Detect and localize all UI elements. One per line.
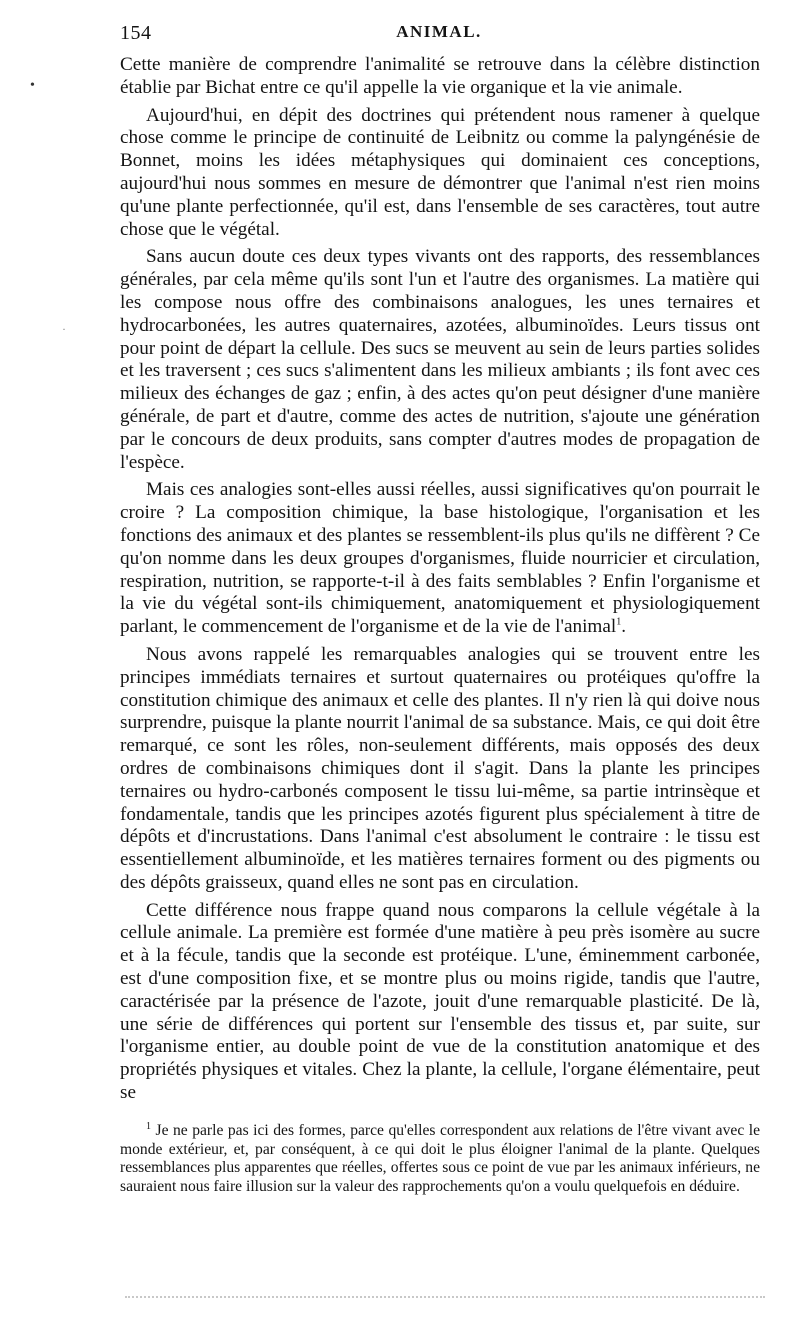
margin-speck-mark: · [62, 322, 66, 336]
paragraph-text: Mais ces analogies sont-elles aussi réelles, aussi significatives qu'on pourrait le croire ? La composition chimique, la base histologique, l'organisation et les fonctions des animaux et des plantes se ressemblent-ils plus qu'ils ne diffèrent ? Ce qu'on nomme dans les deux groupes d'organismes, fluide nourricier et circulation, respiration, nutrition, se rapporte-t-il à des faits semblables ? Enfin l'organisme et la vie du végétal sont-ils chimiquement, anatomiquement et physiologiquement parlant, le commencement de l'organisme et de la vie de l'animal [120, 479, 760, 638]
paragraph: Aujourd'hui, en dépit des doctrines qui prétendent nous ramener à quelque chose comme le principe de continuité de Leibnitz ou comme la palyngénésie de Bonnet, moins les idées métaphysiques qui dominaient ces conceptions, aujourd'hui nous sommes en mesure de démontrer que l'animal n'est rien moins qu'une plante perfectionnée, qu'il est, dans l'ensemble de ses caractères, tout autre chose que le végétal. [120, 104, 760, 240]
page-header [120, 22, 758, 52]
paragraph: Nous avons rappelé les remarquables analogies qui se trouvent entre les principes immédiats ternaires et surtout quaternaires ou protéiques qu'offre la constitution chimique des animaux et celle des plantes. Il n'y rien là qui doive nous surprendre, puisque la plante nourrit l'animal de sa substance. Mais, ce qui doit être remarqué, ce sont les rôles, non-seulement différents, mais opposés des deux ordres de combinaisons chimiques dont il s'agit. Dans la plante les principes ternaires ou hydro-carbonés composent le tissu lui-même, sa partie intrinsèque et fondamentale, tandis que les principes azotés figurent plus spécialement à titre de dépôts et d'incrustations. Dans l'animal c'est absolument le contraire : le tissu est essentiellement albuminoïde, et les matières ternaires forment ou des pigments ou des dépôts graisseux, quand elles ne sont pas en circulation. [120, 643, 760, 893]
paragraph: Cette manière de comprendre l'animalité se retrouve dans la célèbre distinction établie par Bichat entre ce qu'il appelle la vie organique et la vie animale. [120, 54, 760, 98]
running-title: ANIMAL. [396, 22, 482, 41]
page-number: 154 [120, 22, 152, 44]
footnote [120, 1122, 760, 1196]
paragraph [120, 479, 760, 639]
footnotes [120, 1122, 760, 1196]
footnote-reference[interactable]: 1 [616, 616, 622, 628]
body-text [120, 54, 760, 1110]
paragraph: Sans aucun doute ces deux types vivants ont des rapports, des ressemblances générales, par cela même qu'ils sont l'un et l'autre des organismes. La matière qui les compose nous offre des combinaisons analogues, les unes ternaires et hydrocarbonées, les autres quaternaires, azotées, albuminoïdes. Leurs tissus ont pour point de départ la cellule. Des sucs se meuvent au sein de leurs parties solides et les traversent ; ces sucs s'alimentent dans les milieux ambiants ; ils font avec ces milieux des échanges de gaz ; enfin, à des actes qu'on peut désigner d'une manière générale, de part et d'autre, comme des actes de nutrition, s'ajoute une génération par le concours de deux produits, sans compter d'autres modes de propagation de l'espèce. [120, 246, 760, 473]
footnote-marker: 1 [146, 1120, 151, 1132]
paragraph-end-punct: . [621, 616, 626, 638]
bottom-scan-line [125, 1296, 765, 1300]
paragraph: Cette différence nous frappe quand nous comparons la cellule végétale à la cellule animale. La première est formée d'une matière à peu près isomère au sucre et à la fécule, tandis que la seconde est protéique. L'une, éminemment carbonée, est d'une composition fixe, et se montre plus ou moins rigide, tandis que l'autre, caractérisée par la présence de l'azote, jouit d'une remarquable plasticité. De là, une série de différences qui portent sur l'ensemble des tissus et, par suite, sur l'organisme entier, au double point de vue de la constitution anatomique et des propriétés physiques et vitales. Chez la plante, la cellule, l'organe élémentaire, peut se [120, 899, 760, 1104]
margin-dot-mark: • [30, 78, 35, 93]
footnote-text: Je ne parle pas ici des formes, parce qu'elles correspondent aux relations de l'être vivant avec le monde extérieur, et, par conséquent, à ce qui doit le plus éloigner l'animal de la plante. Quelques ressemblances plus apparentes que réelles, offertes sous ce point de vue par les animaux inférieurs, ne sauraient nous faire illusion sur la valeur des rapprochements qu'on a voulu quelquefois en déduire. [120, 1122, 760, 1195]
